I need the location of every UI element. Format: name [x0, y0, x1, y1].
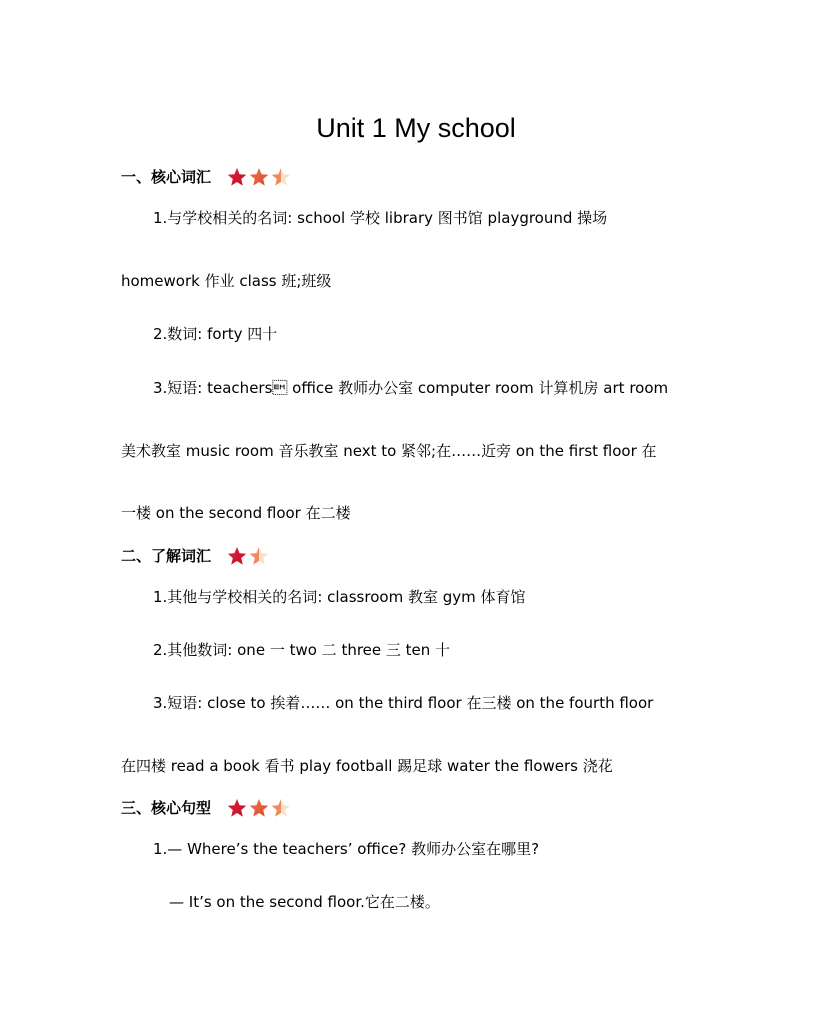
- vocab-line: 一楼 on the second floor 在二楼: [121, 504, 351, 522]
- star-full-icon: [227, 546, 247, 566]
- vocab-line: 1.其他与学校相关的名词: classroom 教室 gym 体育馆: [153, 588, 526, 606]
- section-heading-core-sentences: [121, 797, 291, 819]
- vocab-line: 在四楼 read a book 看书 play football 踢足球 water the flowers 浇花: [121, 757, 613, 775]
- section-heading-text: 三、核心句型: [121, 799, 212, 817]
- section-heading-text: 一、核心词汇: [121, 168, 212, 186]
- star-full-icon: [249, 167, 269, 187]
- vocab-line: 3.短语: teachers office 教师办公室 computer room 计算机房 art room: [153, 379, 669, 397]
- star-half-icon: [271, 798, 291, 818]
- page-title: Unit 1 My school: [316, 113, 516, 143]
- rating-stars: [227, 167, 291, 187]
- vocab-line: homework 作业 class 班;班级: [121, 272, 332, 290]
- section-heading-text: 二、了解词汇: [121, 547, 212, 565]
- sentence-question: 1.— Where’s the teachers’ office? 教师办公室在哪里?: [153, 840, 540, 858]
- vocab-line: 2.其他数词: one 一 two 二 three 三 ten 十: [153, 641, 451, 659]
- vocab-line: 2.数词: forty 四十: [153, 325, 278, 343]
- vocab-line: 3.短语: close to 挨着…… on the third floor 在三楼 on the fourth floor: [153, 694, 654, 712]
- star-half-icon: [271, 167, 291, 187]
- star-full-icon: [227, 798, 247, 818]
- vocab-line: 1.与学校相关的名词: school 学校 library 图书馆 playground 操场: [153, 209, 608, 227]
- rating-stars: [227, 546, 269, 566]
- star-full-icon: [227, 167, 247, 187]
- section-heading-extra-vocabulary: [121, 545, 269, 567]
- vocab-line: 美术教室 music room 音乐教室 next to 紧邻;在……近旁 on the first floor 在: [121, 442, 657, 460]
- rating-stars: [227, 798, 291, 818]
- star-full-icon: [249, 798, 269, 818]
- sentence-answer: — It’s on the second floor.它在二楼。: [169, 893, 440, 911]
- star-half-icon: [249, 546, 269, 566]
- section-heading-core-vocabulary: [121, 166, 291, 188]
